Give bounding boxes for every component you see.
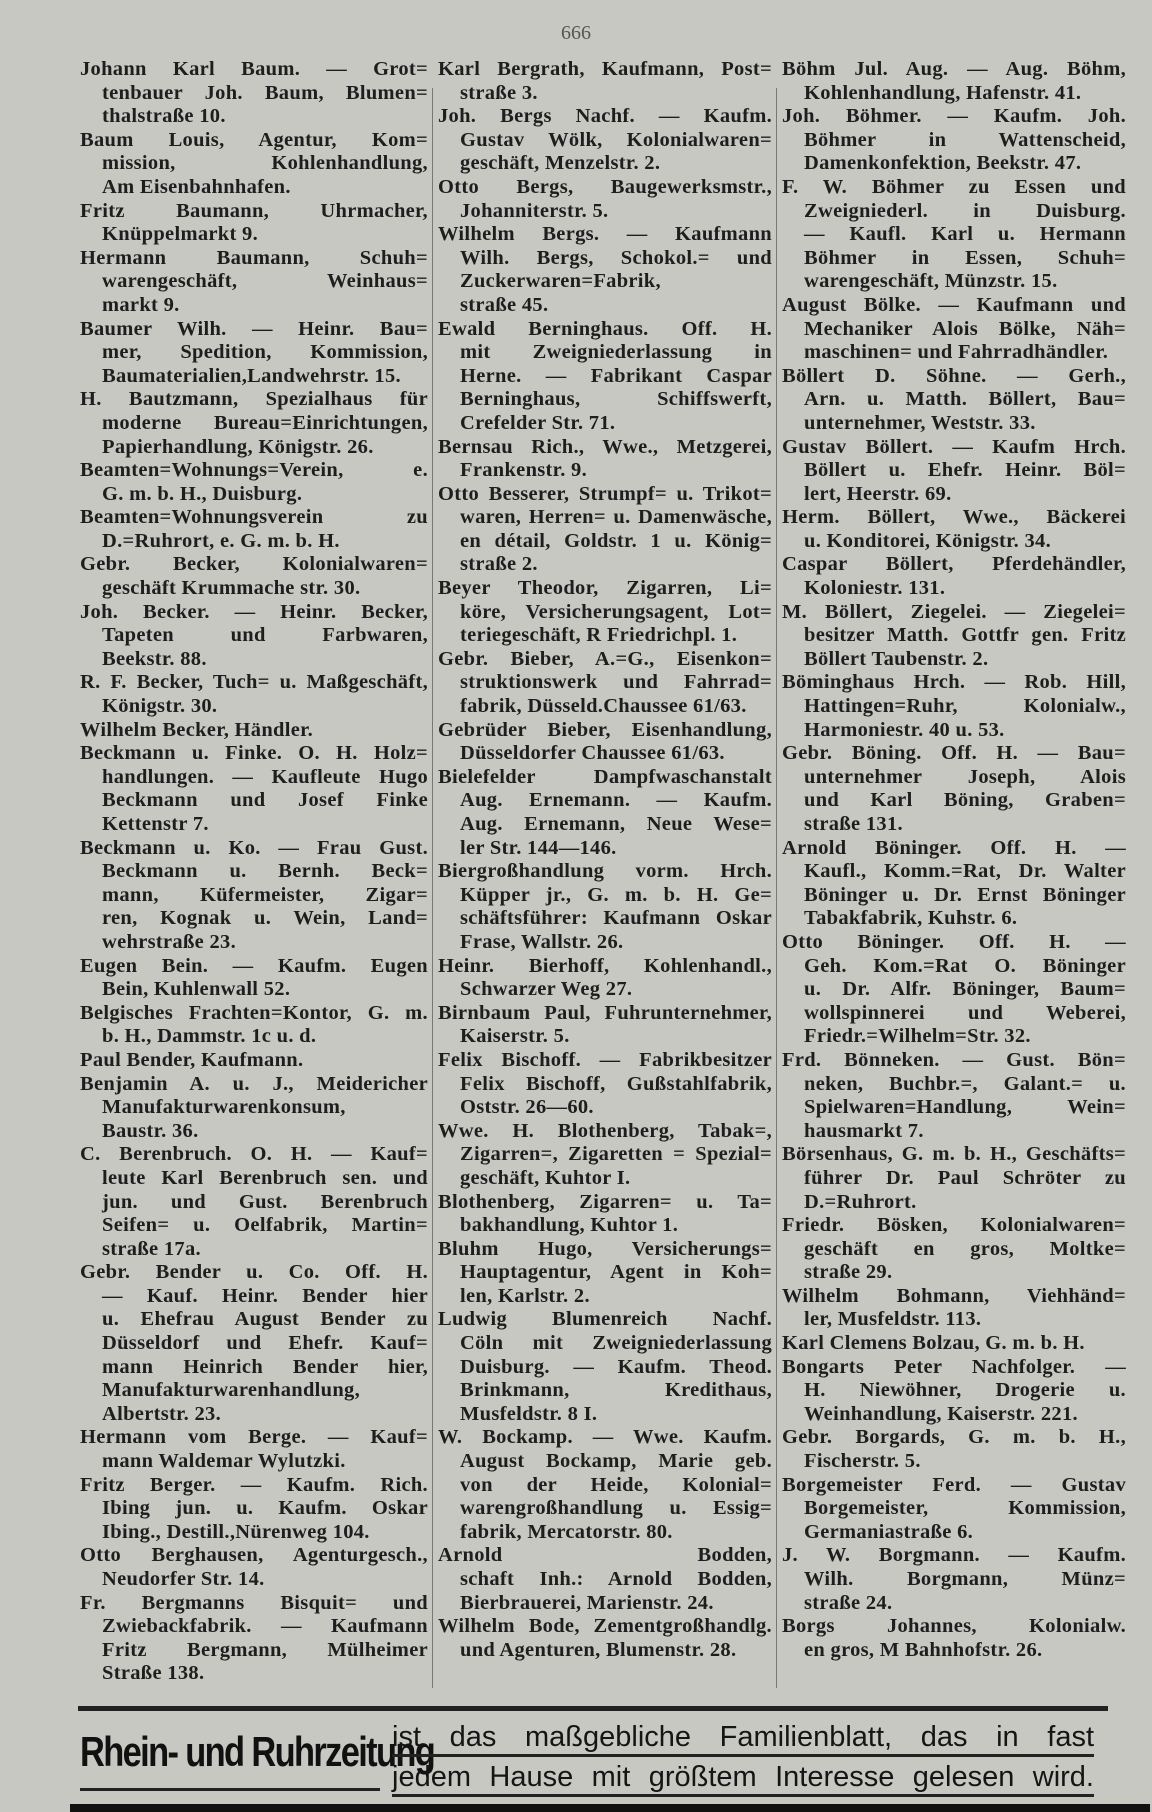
entry-first-line: Böminghaus Hrch. — Rob. Hill, bbox=[782, 671, 1126, 694]
entry-continuation-line: Böhmer in Wattenscheid, bbox=[804, 128, 1126, 151]
entry-continuation-line: markt 9. bbox=[102, 293, 180, 316]
entry-continuation-line: geschäft Krummache str. 30. bbox=[102, 577, 361, 600]
directory-entry bbox=[438, 1615, 772, 1662]
directory-entry bbox=[80, 1474, 428, 1545]
entry-continuation-line: Germaniastraße 6. bbox=[804, 1520, 974, 1543]
entry-continuation-line: Tapeten und Farbwaren, bbox=[102, 624, 428, 647]
entry-first-line: Hermann vom Berge. — Kauf= bbox=[80, 1426, 428, 1449]
entry-first-line: Paul Bender, Kaufmann. bbox=[80, 1048, 304, 1071]
entry-first-line: Gustav Böllert. — Kaufm Hrch. bbox=[782, 435, 1126, 458]
entry-continuation-line: ler, Musfeldstr. 113. bbox=[804, 1308, 982, 1331]
entry-continuation-line: mission, Kohlenhandlung, bbox=[102, 152, 428, 175]
entry-first-line: Joh. Böhmer. — Kaufm. Joh. bbox=[782, 105, 1126, 128]
entry-continuation-line: Kaufl., Komm.=Rat, Dr. Walter bbox=[804, 860, 1126, 883]
directory-entry bbox=[80, 553, 428, 600]
entry-first-line: Beckmann u. Finke. O. H. Holz= bbox=[80, 742, 428, 765]
entry-continuation-line: waren, Herren= u. Damenwäsche, bbox=[460, 506, 772, 529]
entry-continuation-line: Schwarzer Weg 27. bbox=[460, 978, 633, 1001]
directory-entry bbox=[438, 1191, 772, 1238]
entry-continuation-line: Baumaterialien,Landwehrstr. 15. bbox=[102, 364, 401, 387]
entry-first-line: Otto Berghausen, Agenturgesch., bbox=[80, 1544, 428, 1567]
entry-first-line: Beamten=Wohnungsverein zu bbox=[80, 506, 428, 529]
entry-continuation-line: straße 17a. bbox=[102, 1237, 201, 1260]
entry-first-line: Bielefelder Dampfwaschanstalt bbox=[438, 765, 772, 788]
entry-continuation-line: Fischerstr. 5. bbox=[804, 1450, 921, 1473]
entry-first-line: Börsenhaus, G. m. b. H., Geschäfts= bbox=[782, 1143, 1126, 1166]
ad-brand-underline bbox=[80, 1788, 380, 1791]
entry-continuation-line: D.=Ruhrort. bbox=[804, 1190, 917, 1213]
directory-entry bbox=[438, 1120, 772, 1191]
entry-first-line: Bongarts Peter Nachfolger. — bbox=[782, 1355, 1126, 1378]
directory-entry bbox=[438, 318, 772, 436]
entry-continuation-line: straße 24. bbox=[804, 1591, 893, 1614]
entry-first-line: Ewald Berninghaus. Off. H. bbox=[438, 317, 772, 340]
entry-continuation-line: Manufakturwarenhandlung, bbox=[102, 1379, 361, 1402]
entry-continuation-line: en détail, Goldstr. 1 u. König= bbox=[460, 529, 772, 552]
entry-first-line: Blothenberg, Zigarren= u. Ta= bbox=[438, 1190, 772, 1213]
entry-continuation-line: Beekstr. 88. bbox=[102, 647, 207, 670]
entry-continuation-line: hausmarkt 7. bbox=[804, 1119, 924, 1142]
entry-first-line: Wilhelm Bode, Zementgroßhandlg. bbox=[438, 1615, 772, 1638]
entry-continuation-line: Cöln mit Zweigniederlassung bbox=[460, 1332, 772, 1355]
entry-first-line: Wilhelm Bergs. — Kaufmann bbox=[438, 223, 772, 246]
entry-first-line: Benjamin A. u. J., Meidericher bbox=[80, 1072, 428, 1095]
ad-brand-name: Rhein- und Ruhrzeitung bbox=[80, 1728, 435, 1775]
entry-continuation-line: mer, Spedition, Kommission, bbox=[102, 341, 428, 364]
entry-continuation-line: u. Konditorei, Königstr. 34. bbox=[804, 529, 1052, 552]
entry-continuation-line: Duisburg. — Kaufm. Theod. bbox=[460, 1355, 772, 1378]
entry-first-line: Wilhelm Bohmann, Viehhänd= bbox=[782, 1284, 1126, 1307]
entry-first-line: Baum Louis, Agentur, Kom= bbox=[80, 128, 428, 151]
directory-entry bbox=[438, 1308, 772, 1426]
entry-first-line: Caspar Böllert, Pferdehändler, bbox=[782, 553, 1126, 576]
entry-continuation-line: Borgemeister, Kommission, bbox=[804, 1497, 1126, 1520]
entry-first-line: Felix Bischoff. — Fabrikbesitzer bbox=[438, 1048, 772, 1071]
entry-continuation-line: mann Waldemar Wylutzki. bbox=[102, 1450, 346, 1473]
entry-continuation-line: Koloniestr. 131. bbox=[804, 577, 946, 600]
entry-first-line: Fritz Baumann, Uhrmacher, bbox=[80, 199, 428, 222]
entry-continuation-line: — Kauf. Heinr. Bender hier bbox=[102, 1284, 428, 1307]
entry-first-line: Otto Bergs, Baugewerksmstr., bbox=[438, 175, 772, 198]
entry-continuation-line: warengeschäft, Münzstr. 15. bbox=[804, 270, 1058, 293]
entry-first-line: Gebr. Böning. Off. H. — Bau= bbox=[782, 742, 1126, 765]
entry-continuation-line: Knüppelmarkt 9. bbox=[102, 223, 258, 246]
entry-first-line: Fr. Bergmanns Bisquit= und bbox=[80, 1591, 428, 1614]
entry-first-line: W. Bockamp. — Wwe. Kaufm. bbox=[438, 1426, 772, 1449]
directory-entry bbox=[80, 459, 428, 506]
entry-continuation-line: Beckmann und Josef Finke bbox=[102, 789, 428, 812]
entry-continuation-line: Wilh. Bergs, Schokol.= und bbox=[460, 246, 772, 269]
entry-continuation-line: warengroßhandlung u. Essig= bbox=[460, 1497, 772, 1520]
entry-continuation-line: führer Dr. Paul Schröter zu bbox=[804, 1166, 1126, 1189]
entry-continuation-line: geschäft en gros, Moltke= bbox=[804, 1237, 1126, 1260]
directory-entry bbox=[80, 1002, 428, 1049]
directory-entry bbox=[782, 176, 1126, 294]
entry-continuation-line: Seifen= u. Oelfabrik, Martin= bbox=[102, 1214, 428, 1237]
directory-entry bbox=[782, 1214, 1126, 1285]
directory-entry bbox=[80, 1143, 428, 1261]
entry-continuation-line: neken, Buchbr.=, Galant.= u. bbox=[804, 1072, 1126, 1095]
entry-continuation-line: ren, Kognak u. Wein, Land= bbox=[102, 907, 428, 930]
directory-entry bbox=[782, 1426, 1126, 1473]
directory-entry bbox=[438, 860, 772, 954]
entry-first-line: Arnold Bodden, bbox=[438, 1544, 772, 1567]
entry-continuation-line: Musfeldstr. 8 I. bbox=[460, 1402, 598, 1425]
ad-slogan-line-2: jedem Hause mit größtem Interesse gelesen wird. bbox=[392, 1760, 1094, 1797]
entry-continuation-line: len, Karlstr. 2. bbox=[460, 1284, 590, 1307]
entry-continuation-line: D.=Ruhrort, e. G. m. b. H. bbox=[102, 529, 340, 552]
entry-continuation-line: u. Ehefrau August Bender zu bbox=[102, 1308, 428, 1331]
entry-continuation-line: Düsseldorfer Chaussee 61/63. bbox=[460, 742, 725, 765]
entry-continuation-line: Tabakfabrik, Kuhstr. 6. bbox=[804, 907, 1018, 930]
entry-first-line: Karl Clemens Bolzau, G. m. b. H. bbox=[782, 1332, 1085, 1355]
directory-entry bbox=[782, 837, 1126, 931]
entry-continuation-line: Böllert u. Ehefr. Heinr. Böl= bbox=[804, 459, 1126, 482]
entry-continuation-line: tenbauer Joh. Baum, Blumen= bbox=[102, 81, 428, 104]
entry-continuation-line: — Kaufl. Karl u. Hermann bbox=[804, 223, 1126, 246]
entry-continuation-line: wollspinnerei und Weberei, bbox=[804, 1001, 1126, 1024]
directory-entry bbox=[80, 1073, 428, 1144]
directory-entry bbox=[782, 553, 1126, 600]
entry-continuation-line: teriegeschäft, R Friedrichpl. 1. bbox=[460, 624, 738, 647]
entry-continuation-line: Gustav Wölk, Kolonialwaren= bbox=[460, 128, 772, 151]
entry-first-line: Beyer Theodor, Zigarren, Li= bbox=[438, 577, 772, 600]
entry-continuation-line: Aug. Ernemann, Neue Wese= bbox=[460, 813, 772, 835]
ad-top-rule bbox=[78, 1706, 1108, 1711]
directory-entry bbox=[438, 577, 772, 648]
directory-entry bbox=[80, 506, 428, 553]
entry-continuation-line: Ibing., Destill.,Nürenweg 104. bbox=[102, 1520, 370, 1543]
entry-continuation-line: Hauptagentur, Agent in Koh= bbox=[460, 1261, 772, 1284]
directory-entry bbox=[782, 105, 1126, 176]
entry-continuation-line: Harmoniestr. 40 u. 53. bbox=[804, 718, 1005, 741]
directory-entry bbox=[438, 1426, 772, 1544]
entry-continuation-line: handlungen. — Kaufleute Hugo bbox=[102, 765, 428, 788]
directory-entry bbox=[80, 1592, 428, 1686]
directory-entry bbox=[438, 223, 772, 317]
entry-continuation-line: Hattingen=Ruhr, Kolonialw., bbox=[804, 695, 1126, 718]
directory-entry bbox=[80, 1049, 428, 1073]
entry-continuation-line: Kohlenhandlung, Hafenstr. 41. bbox=[804, 81, 1082, 104]
entry-continuation-line: Am Eisenbahnhafen. bbox=[102, 175, 291, 198]
entry-continuation-line: geschäft, Kuhtor I. bbox=[460, 1166, 631, 1189]
entry-continuation-line: mann, Küfermeister, Zigar= bbox=[102, 883, 428, 906]
entry-continuation-line: bakhandlung, Kuhtor 1. bbox=[460, 1214, 679, 1237]
entry-continuation-line: unternehmer, Weststr. 33. bbox=[804, 411, 1036, 434]
entry-continuation-line: Brinkmann, Kredithaus, bbox=[460, 1379, 772, 1402]
entry-continuation-line: besitzer Matth. Gottfr gen. Fritz bbox=[804, 624, 1126, 647]
entry-continuation-line: Kaiserstr. 5. bbox=[460, 1025, 570, 1048]
ad-bottom-rule bbox=[70, 1804, 1150, 1812]
directory-entry bbox=[438, 1049, 772, 1120]
ad-slogan-line-1: ist das maßgebliche Familienblatt, das in fast bbox=[392, 1720, 1094, 1757]
entry-continuation-line: straße 3. bbox=[460, 81, 538, 104]
entry-continuation-line: Papierhandlung, Königstr. 26. bbox=[102, 435, 374, 458]
entry-first-line: Fritz Berger. — Kaufm. Rich. bbox=[80, 1473, 428, 1496]
directory-entry bbox=[80, 671, 428, 718]
entry-continuation-line: Arn. u. Matth. Böllert, Bau= bbox=[804, 388, 1126, 411]
entry-continuation-line: Königstr. 30. bbox=[102, 695, 218, 718]
entry-continuation-line: straße 29. bbox=[804, 1261, 893, 1284]
directory-entry bbox=[438, 105, 772, 176]
entry-continuation-line: Damenkonfektion, Beekstr. 47. bbox=[804, 152, 1082, 175]
entry-continuation-line: Manufakturwarenkonsum, bbox=[102, 1096, 346, 1119]
directory-entry bbox=[782, 742, 1126, 836]
entry-continuation-line: u. Dr. Alfr. Böninger, Baum= bbox=[804, 978, 1126, 1001]
column-divider bbox=[776, 88, 777, 1688]
entry-continuation-line: wehrstraße 23. bbox=[102, 930, 237, 953]
entry-continuation-line: Geh. Kom.=Rat O. Böninger bbox=[804, 954, 1126, 977]
entry-continuation-line: Düsseldorf und Ehefr. Kauf= bbox=[102, 1332, 428, 1355]
entry-first-line: Gebrüder Bieber, Eisenhandlung, bbox=[438, 718, 772, 741]
directory-entry bbox=[438, 1002, 772, 1049]
directory-entry bbox=[782, 1143, 1126, 1214]
entry-first-line: Karl Bergrath, Kaufmann, Post= bbox=[438, 58, 772, 80]
entry-continuation-line: Küpper jr., G. m. b. H. Ge= bbox=[460, 883, 772, 906]
directory-entry bbox=[80, 1544, 428, 1591]
directory-entry bbox=[782, 931, 1126, 1049]
directory-entry bbox=[80, 742, 428, 836]
directory-entry bbox=[782, 506, 1126, 553]
entry-continuation-line: Kettenstr 7. bbox=[102, 813, 209, 835]
entry-first-line: Borgemeister Ferd. — Gustav bbox=[782, 1473, 1126, 1496]
entry-continuation-line: straße 2. bbox=[460, 553, 538, 576]
entry-first-line: Joh. Bergs Nachf. — Kaufm. bbox=[438, 105, 772, 128]
entry-continuation-line: Wilh. Borgmann, Münz= bbox=[804, 1568, 1126, 1590]
entry-first-line: Biergroßhandlung vorm. Hrch. bbox=[438, 860, 772, 883]
entry-continuation-line: straße 45. bbox=[460, 293, 549, 316]
entry-continuation-line: Straße 138. bbox=[102, 1662, 205, 1685]
entry-continuation-line: fabrik, Düsseld.Chaussee 61/63. bbox=[460, 695, 747, 718]
directory-column-1 bbox=[80, 58, 428, 1686]
entry-first-line: Bernsau Rich., Wwe., Metzgerei, bbox=[438, 435, 772, 458]
directory-entry bbox=[782, 601, 1126, 672]
entry-continuation-line: Frase, Wallstr. 26. bbox=[460, 930, 624, 953]
directory-entry bbox=[782, 365, 1126, 436]
directory-entry bbox=[782, 1544, 1126, 1615]
directory-entry bbox=[438, 483, 772, 577]
entry-continuation-line: moderne Bureau=Einrichtungen, bbox=[102, 411, 428, 434]
entry-first-line: Wwe. H. Blothenberg, Tabak=, bbox=[438, 1119, 772, 1142]
entry-first-line: Böhm Jul. Aug. — Aug. Böhm, bbox=[782, 58, 1126, 80]
directory-entry bbox=[80, 601, 428, 672]
entry-first-line: Otto Besserer, Strumpf= u. Trikot= bbox=[438, 482, 772, 505]
directory-entry bbox=[782, 1615, 1126, 1662]
entry-first-line: F. W. Böhmer zu Essen und bbox=[782, 175, 1126, 198]
entry-continuation-line: köre, Versicherungsagent, Lot= bbox=[460, 600, 772, 623]
entry-first-line: J. W. Borgmann. — Kaufm. bbox=[782, 1544, 1126, 1567]
entry-continuation-line: und Karl Böning, Graben= bbox=[804, 789, 1126, 812]
entry-continuation-line: Böninger u. Dr. Ernst Böninger bbox=[804, 883, 1126, 906]
entry-first-line: Beckmann u. Ko. — Frau Gust. bbox=[80, 836, 428, 859]
entry-continuation-line: thalstraße 10. bbox=[102, 105, 226, 128]
entry-continuation-line: unternehmer Joseph, Alois bbox=[804, 765, 1126, 788]
entry-continuation-line: von der Heide, Kolonial= bbox=[460, 1473, 772, 1496]
entry-first-line: Beamten=Wohnungs=Verein, e. bbox=[80, 459, 428, 482]
entry-continuation-line: maschinen= und Fahrradhändler. bbox=[804, 341, 1109, 364]
directory-entry bbox=[438, 176, 772, 223]
directory-entry bbox=[782, 1049, 1126, 1143]
entry-continuation-line: Bierbrauerei, Marienstr. 24. bbox=[460, 1591, 714, 1614]
entry-continuation-line: Frankenstr. 9. bbox=[460, 459, 588, 482]
entry-continuation-line: Zweigniederl. in Duisburg. bbox=[804, 199, 1126, 222]
entry-continuation-line: G. m. b. H., Duisburg. bbox=[102, 482, 303, 505]
entry-continuation-line: H. Niewöhner, Drogerie u. bbox=[804, 1379, 1126, 1402]
entry-continuation-line: Berninghaus, Schiffswerft, bbox=[460, 388, 772, 411]
entry-continuation-line: Böhmer in Essen, Schuh= bbox=[804, 246, 1126, 269]
column-divider bbox=[432, 88, 433, 1688]
entry-continuation-line: Weinhandlung, Kaiserstr. 221. bbox=[804, 1402, 1078, 1425]
entry-continuation-line: b. H., Dammstr. 1c u. d. bbox=[102, 1025, 317, 1048]
entry-first-line: Frd. Bönneken. — Gust. Bön= bbox=[782, 1048, 1126, 1071]
entry-first-line: Belgisches Frachten=Kontor, G. m. bbox=[80, 1001, 428, 1024]
entry-continuation-line: Neudorfer Str. 14. bbox=[102, 1568, 265, 1590]
directory-entry bbox=[80, 837, 428, 955]
entry-continuation-line: geschäft, Menzelstr. 2. bbox=[460, 152, 661, 175]
directory-entry bbox=[80, 719, 428, 743]
directory-entry bbox=[438, 719, 772, 766]
entry-continuation-line: Zuckerwaren=Fabrik, bbox=[460, 270, 661, 293]
entry-first-line: Baumer Wilh. — Heinr. Bau= bbox=[80, 317, 428, 340]
entry-first-line: Hermann Baumann, Schuh= bbox=[80, 246, 428, 269]
directory-entry bbox=[782, 1332, 1126, 1356]
entry-first-line: Herm. Böllert, Wwe., Bäckerei bbox=[782, 506, 1126, 529]
entry-first-line: Gebr. Bieber, A.=G., Eisenkon= bbox=[438, 647, 772, 670]
entry-first-line: Eugen Bein. — Kaufm. Eugen bbox=[80, 954, 428, 977]
entry-first-line: M. Böllert, Ziegelei. — Ziegelei= bbox=[782, 600, 1126, 623]
directory-entry bbox=[80, 955, 428, 1002]
entry-first-line: Otto Böninger. Off. H. — bbox=[782, 930, 1126, 953]
directory-column-2 bbox=[438, 58, 772, 1662]
entry-first-line: Johann Karl Baum. — Grot= bbox=[80, 58, 428, 80]
directory-entry bbox=[80, 1261, 428, 1426]
entry-continuation-line: en gros, M Bahnhofstr. 26. bbox=[804, 1638, 1043, 1661]
directory-entry bbox=[438, 648, 772, 719]
entry-continuation-line: Crefelder Str. 71. bbox=[460, 411, 616, 434]
entry-continuation-line: mit Zweigniederlassung in bbox=[460, 341, 772, 364]
entry-continuation-line: Aug. Ernemann. — Kaufm. bbox=[460, 789, 772, 812]
entry-first-line: H. Bautzmann, Spezialhaus für bbox=[80, 388, 428, 411]
entry-first-line: Gebr. Becker, Kolonialwaren= bbox=[80, 553, 428, 576]
directory-entry bbox=[80, 318, 428, 389]
entry-first-line: Joh. Becker. — Heinr. Becker, bbox=[80, 600, 428, 623]
advertisement-banner bbox=[70, 1700, 1130, 1812]
directory-entry bbox=[782, 294, 1126, 365]
entry-first-line: Ludwig Blumenreich Nachf. bbox=[438, 1308, 772, 1331]
entry-continuation-line: Zigarren=, Zigaretten = Spezial= bbox=[460, 1143, 772, 1166]
entry-continuation-line: struktionswerk und Fahrrad= bbox=[460, 671, 772, 694]
directory-column-3 bbox=[782, 58, 1126, 1662]
entry-continuation-line: Baustr. 36. bbox=[102, 1119, 199, 1142]
entry-continuation-line: Zwiebackfabrik. — Kaufmann bbox=[102, 1615, 428, 1638]
entry-continuation-line: Herne. — Fabrikant Caspar bbox=[460, 364, 772, 387]
entry-first-line: August Bölke. — Kaufmann und bbox=[782, 293, 1126, 316]
directory-entry bbox=[438, 1544, 772, 1615]
entry-continuation-line: leute Karl Berenbruch sen. und bbox=[102, 1166, 428, 1189]
entry-continuation-line: Johanniterstr. 5. bbox=[460, 199, 609, 222]
entry-first-line: Bluhm Hugo, Versicherungs= bbox=[438, 1237, 772, 1260]
entry-continuation-line: Spielwaren=Handlung, Wein= bbox=[804, 1096, 1126, 1119]
entry-continuation-line: Friedr.=Wilhelm=Str. 32. bbox=[804, 1025, 1031, 1048]
directory-entry bbox=[782, 58, 1126, 105]
entry-continuation-line: mann Heinrich Bender hier, bbox=[102, 1355, 428, 1378]
entry-continuation-line: Mechaniker Alois Bölke, Näh= bbox=[804, 317, 1126, 340]
entry-continuation-line: Beckmann u. Bernh. Beck= bbox=[102, 860, 428, 883]
entry-continuation-line: Fritz Bergmann, Mülheimer bbox=[102, 1638, 428, 1661]
entry-continuation-line: Albertstr. 23. bbox=[102, 1402, 222, 1425]
entry-first-line: Heinr. Bierhoff, Kohlenhandl., bbox=[438, 954, 772, 977]
directory-entry bbox=[80, 200, 428, 247]
entry-continuation-line: lert, Heerstr. 69. bbox=[804, 482, 952, 505]
directory-entry bbox=[80, 1426, 428, 1473]
entry-first-line: Gebr. Borgards, G. m. b. H., bbox=[782, 1426, 1126, 1449]
entry-continuation-line: straße 131. bbox=[804, 813, 903, 835]
entry-first-line: C. Berenbruch. O. H. — Kauf= bbox=[80, 1143, 428, 1166]
entry-first-line: Gebr. Bender u. Co. Off. H. bbox=[80, 1261, 428, 1284]
directory-entry bbox=[80, 58, 428, 129]
directory-entry bbox=[782, 1474, 1126, 1545]
entry-first-line: Wilhelm Becker, Händler. bbox=[80, 718, 314, 741]
entry-first-line: R. F. Becker, Tuch= u. Maßgeschäft, bbox=[80, 671, 428, 694]
directory-entry bbox=[438, 766, 772, 860]
directory-entry bbox=[782, 671, 1126, 742]
directory-entry bbox=[438, 1238, 772, 1309]
entry-continuation-line: und Agenturen, Blumenstr. 28. bbox=[460, 1638, 737, 1661]
entry-first-line: Borgs Johannes, Kolonialw. bbox=[782, 1615, 1126, 1638]
entry-continuation-line: warengeschäft, Weinhaus= bbox=[102, 270, 428, 293]
entry-continuation-line: Bein, Kuhlenwall 52. bbox=[102, 978, 291, 1001]
entry-continuation-line: ler Str. 144—146. bbox=[460, 836, 617, 859]
directory-entry bbox=[438, 955, 772, 1002]
entry-continuation-line: Böllert Taubenstr. 2. bbox=[804, 647, 989, 670]
directory-entry bbox=[80, 388, 428, 459]
entry-continuation-line: schäftsführer: Kaufmann Oskar bbox=[460, 907, 772, 930]
entry-continuation-line: fabrik, Mercatorstr. 80. bbox=[460, 1520, 673, 1543]
page-number: 666 bbox=[561, 22, 591, 44]
directory-entry bbox=[438, 58, 772, 105]
directory-entry bbox=[782, 436, 1126, 507]
directory-entry bbox=[80, 129, 428, 200]
entry-continuation-line: Ibing jun. u. Kaufm. Oskar bbox=[102, 1497, 428, 1520]
entry-continuation-line: jun. und Gust. Berenbruch bbox=[102, 1190, 428, 1213]
entry-continuation-line: Felix Bischoff, Gußstahlfabrik, bbox=[460, 1072, 772, 1095]
entry-first-line: Birnbaum Paul, Fuhrunternehmer, bbox=[438, 1001, 772, 1024]
entry-first-line: Böllert D. Söhne. — Gerh., bbox=[782, 364, 1126, 387]
directory-entry bbox=[782, 1356, 1126, 1427]
entry-continuation-line: Oststr. 26—60. bbox=[460, 1096, 594, 1119]
directory-entry bbox=[438, 436, 772, 483]
directory-entry bbox=[80, 247, 428, 318]
directory-entry bbox=[782, 1285, 1126, 1332]
entry-continuation-line: schaft Inh.: Arnold Bodden, bbox=[460, 1568, 772, 1590]
entry-first-line: Arnold Böninger. Off. H. — bbox=[782, 836, 1126, 859]
entry-first-line: Friedr. Bösken, Kolonialwaren= bbox=[782, 1214, 1126, 1237]
entry-continuation-line: August Bockamp, Marie geb. bbox=[460, 1450, 772, 1473]
